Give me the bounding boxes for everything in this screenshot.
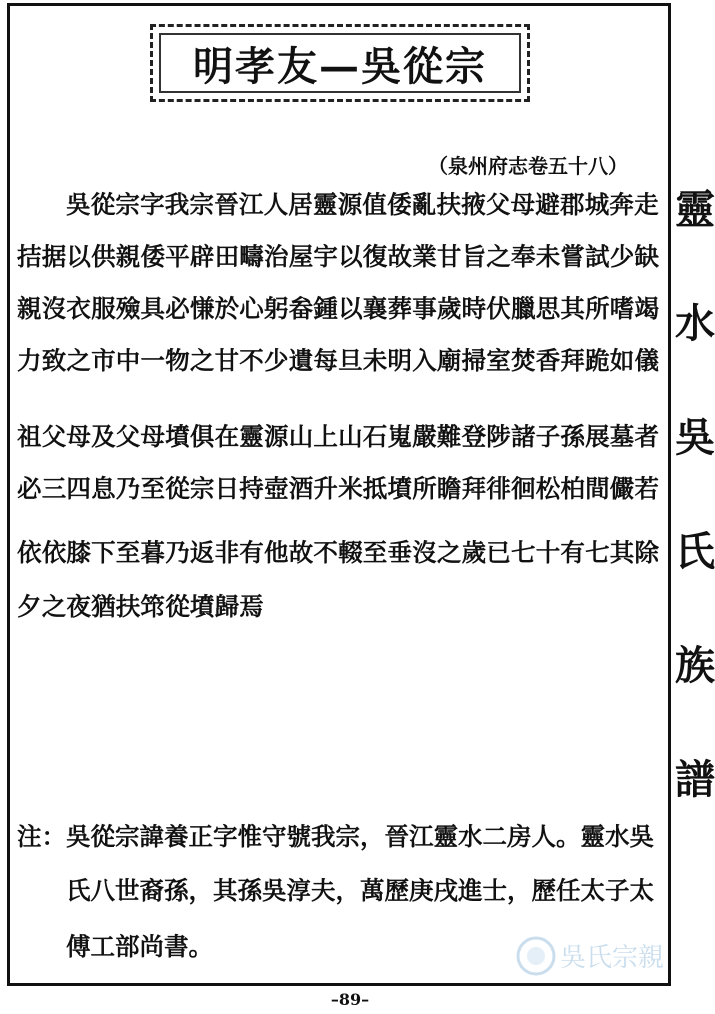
body-line: 祖父母及父母墳俱在靈源山上山石嵬嚴難登陟諸子孫展墓者: [17, 422, 660, 451]
page-number: –89–: [330, 990, 370, 1009]
body-line: 拮据以供親倭平辟田疇治屋宇以復故業甘旨之奉未嘗試少缺: [17, 242, 660, 271]
page-title: 明孝友—吳從宗: [193, 42, 487, 90]
watermark-logo: [514, 926, 684, 986]
side-title-char: 水: [675, 300, 715, 347]
body-line: 依依膝下至暮乃返非有他故不輟至垂沒之歲已七十有七其除: [17, 538, 660, 567]
body-line: 親沒衣服殮具必慊於心躬畚鍾以襄葬事歲時伏臘思其所嗜竭: [17, 294, 660, 323]
note-line: 氏八世裔孫，其孫吳淳夫，萬歷庚戌進士，歷任太子太: [66, 876, 654, 905]
side-title-char: 靈: [675, 186, 715, 233]
side-title-char: 譜: [675, 756, 715, 803]
side-title-char: 吳: [675, 414, 715, 461]
note-line: 注：吳從宗諱養正字惟守號我宗，晉江靈水二房人。靈水吳: [17, 822, 654, 851]
watermark-text: 吳氏宗親: [560, 943, 665, 973]
body-line: 必三四息乃至從宗日持壺酒升米抵墳所瞻拜徘徊松柏間儼若: [17, 474, 660, 503]
note-line: 傅工部尚書。: [66, 932, 213, 961]
body-line: 夕之夜猶扶筇從墳歸焉: [17, 592, 264, 621]
title-box: [150, 24, 530, 102]
source-citation: （泉州府志卷五十八）: [428, 154, 628, 178]
body-line: 吳從宗字我宗晉江人居靈源值倭亂扶掖父母避郡城奔走: [66, 190, 659, 219]
side-title-vertical: [675, 186, 715, 803]
side-title-char: 氏: [675, 528, 715, 575]
side-title-char: 族: [675, 642, 715, 689]
body-line: 力致之市中一物之甘不少遺每旦未明入廟掃室焚香拜跪如儀: [17, 346, 660, 375]
